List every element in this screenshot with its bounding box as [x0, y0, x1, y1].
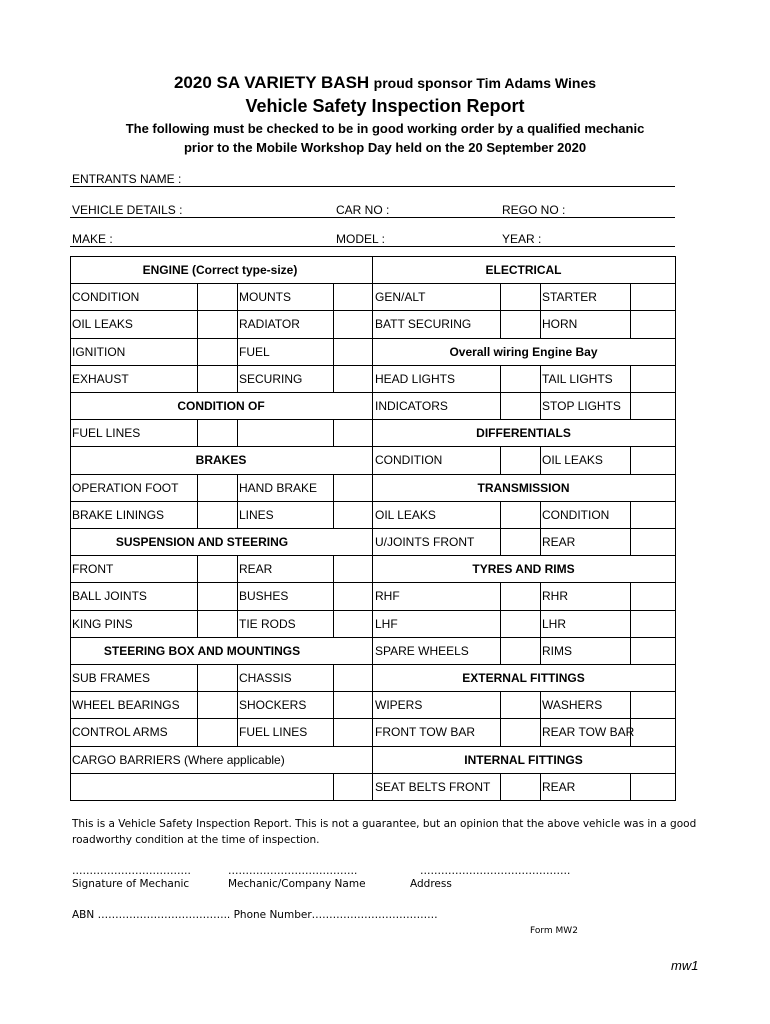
tyre-item-check-box[interactable]	[501, 611, 539, 636]
fuel-lines-check-box[interactable]	[198, 420, 236, 445]
left-col-line	[237, 419, 238, 446]
tyre-item-label: RHR	[542, 589, 568, 604]
engine-item-label: IGNITION	[72, 344, 126, 359]
right-row-line	[372, 664, 676, 665]
right-col-line	[540, 718, 541, 745]
suspension-item-label: TIE RODS	[239, 616, 296, 631]
external-item-check-box[interactable]	[501, 692, 539, 717]
tyre-item-check-box[interactable]	[631, 611, 674, 636]
steering-item-label: FUEL LINES	[239, 725, 308, 740]
brake-item-label: BRAKE LININGS	[72, 507, 165, 522]
right-row-line	[372, 338, 676, 339]
brake-item-label: LINES	[239, 507, 274, 522]
steering-item-label: CONTROL ARMS	[72, 725, 168, 740]
engine-check-box[interactable]	[198, 284, 236, 309]
differentials-header: DIFFERENTIALS	[476, 426, 571, 441]
left-col-line	[237, 691, 238, 718]
cargo-barriers-label: CARGO BARRIERS (Where applicable)	[72, 752, 285, 767]
engine-item-label: CONDITION	[72, 290, 140, 305]
abn-phone-line[interactable]: ABN ……………………………….. Phone Number………………………………	[72, 909, 438, 921]
suspension-steering-header: SUSPENSION AND STEERING	[115, 535, 289, 549]
right-row-line	[372, 555, 676, 556]
right-col-line	[540, 392, 541, 419]
fuel-lines-label: FUEL LINES	[72, 426, 141, 441]
suspension-item-label: BALL JOINTS	[72, 589, 147, 604]
external-item-check-box[interactable]	[631, 692, 674, 717]
brake-check-box[interactable]	[198, 475, 236, 500]
electrical-item-label: HORN	[542, 317, 578, 332]
suspension-check-box[interactable]	[198, 611, 236, 636]
internal-item-check-box[interactable]	[631, 774, 674, 799]
transmission-header: TRANSMISSION	[477, 480, 570, 495]
differential-item-check-box[interactable]	[501, 447, 539, 472]
sponsor-text: proud sponsor Tim Adams Wines	[373, 75, 597, 91]
electrical-item-label: STARTER	[542, 290, 597, 305]
suspension-check-box[interactable]	[334, 611, 371, 636]
signature-line[interactable]: …………………………….	[72, 865, 191, 877]
engine-item-label: EXHAUST	[72, 371, 129, 386]
differential-item-label: CONDITION	[375, 453, 443, 468]
tyre-item-label: RIMS	[542, 643, 572, 658]
engine-item-label: OIL LEAKS	[72, 317, 133, 332]
report-title: Vehicle Safety Inspection Report	[245, 96, 525, 116]
steering-check-box[interactable]	[334, 665, 371, 690]
right-col-line	[540, 283, 541, 310]
tyres-rims-header: TYRES AND RIMS	[472, 562, 575, 577]
suspension-check-box[interactable]	[334, 583, 371, 608]
external-item-label: WASHERS	[542, 698, 603, 713]
differential-item-check-box[interactable]	[631, 447, 674, 472]
left-row-line	[70, 637, 372, 638]
company-name-label: Mechanic/Company Name	[228, 878, 366, 890]
suspension-item-label: KING PINS	[72, 616, 133, 631]
transmission-item-label: REAR	[542, 535, 576, 549]
steering-box-header: STEERING BOX AND MOUNTINGS	[103, 643, 301, 658]
steering-item-label: SUB FRAMES	[72, 671, 151, 685]
disclaimer-line-2: roadworthy condition at the time of inspection.	[72, 834, 320, 846]
right-col-line	[540, 582, 541, 609]
right-row-line	[372, 746, 676, 747]
steering-item-label: SHOCKERS	[239, 698, 307, 713]
left-col-line	[237, 474, 238, 501]
right-col-line	[540, 773, 541, 800]
steering-check-box[interactable]	[334, 692, 371, 717]
right-col-line	[540, 637, 541, 664]
external-item-check-box[interactable]	[501, 719, 539, 744]
transmission-item-check-box[interactable]	[501, 529, 539, 554]
suspension-check-box[interactable]	[334, 556, 371, 581]
tyre-item-check-box[interactable]	[631, 638, 674, 663]
left-col-line	[237, 664, 238, 691]
engine-item-label: FUEL	[239, 344, 270, 359]
left-row-line	[70, 392, 372, 393]
engine-check-box[interactable]	[334, 366, 371, 391]
left-col-line	[237, 610, 238, 637]
year-label: YEAR :	[502, 232, 542, 246]
transmission-item-check-box[interactable]	[631, 529, 674, 554]
brake-check-box[interactable]	[198, 502, 236, 527]
left-row-line	[70, 773, 372, 774]
engine-check-box[interactable]	[198, 366, 236, 391]
transmission-item-check-box[interactable]	[631, 502, 674, 527]
electrical-item-label: GEN/ALT	[375, 290, 426, 305]
left-row-line	[70, 528, 372, 529]
suspension-check-box[interactable]	[198, 583, 236, 608]
form-code: mw1	[671, 958, 699, 973]
lights-item-label: HEAD LIGHTS	[375, 371, 456, 386]
external-item-check-box[interactable]	[631, 719, 674, 744]
electrical-item-check-box[interactable]	[501, 311, 539, 336]
electrical-item-check-box[interactable]	[631, 284, 674, 309]
left-col-line	[237, 718, 238, 745]
steering-item-label: WHEEL BEARINGS	[72, 698, 180, 713]
left-col-line	[237, 283, 238, 310]
steering-item-label: CHASSIS	[239, 671, 292, 685]
left-col-line	[237, 365, 238, 392]
table-bottom-border	[70, 800, 676, 801]
right-col-line	[540, 310, 541, 337]
electrical-header: ELECTRICAL	[485, 263, 562, 277]
internal-item-label: SEAT BELTS FRONT	[375, 779, 491, 794]
tyre-item-check-box[interactable]	[501, 638, 539, 663]
disclaimer-line-1: This is a Vehicle Safety Inspection Report. This is not a guarantee, but an opinion that the above vehicle was in a good	[72, 818, 697, 830]
brake-item-label: OPERATION FOOT	[72, 480, 179, 495]
internal-item-check-box[interactable]	[501, 774, 539, 799]
entrants-name-label: ENTRANTS NAME :	[72, 172, 182, 186]
left-col-line	[237, 338, 238, 365]
make-label: MAKE :	[72, 232, 113, 246]
right-col-line	[540, 610, 541, 637]
lights-item-label: INDICATORS	[375, 399, 448, 413]
external-fittings-header: EXTERNAL FITTINGS	[462, 671, 585, 685]
electrical-item-check-box[interactable]	[631, 311, 674, 336]
lights-item-check-box[interactable]	[501, 366, 539, 391]
vehicle-details-label: VEHICLE DETAILS :	[72, 203, 183, 217]
instruction-line-2: prior to the Mobile Workshop Day held on the 20 September 2020	[183, 140, 587, 155]
left-row-line	[70, 446, 372, 447]
left-col-line	[237, 582, 238, 609]
lights-item-label: TAIL LIGHTS	[542, 371, 613, 386]
tyre-item-label: SPARE WHEELS	[375, 643, 469, 658]
left-col-line	[333, 419, 334, 446]
engine-check-box[interactable]	[334, 311, 371, 336]
condition-of-header: CONDITION OF	[177, 399, 265, 413]
left-col-line	[237, 555, 238, 582]
right-col-line	[540, 691, 541, 718]
tyre-item-label: RHF	[375, 589, 400, 604]
right-col-line	[540, 446, 541, 473]
engine-check-box[interactable]	[198, 339, 236, 364]
table-top-border	[70, 256, 676, 257]
signature-label: Signature of Mechanic	[72, 878, 190, 890]
model-label: MODEL :	[336, 232, 385, 246]
internal-fittings-header: INTERNAL FITTINGS	[464, 752, 583, 767]
differential-item-label: OIL LEAKS	[542, 453, 603, 468]
right-row-line	[372, 474, 676, 475]
steering-check-box[interactable]	[198, 692, 236, 717]
transmission-item-label: CONDITION	[542, 507, 610, 522]
form-number: Form MW2	[530, 926, 578, 936]
engine-item-label: MOUNTS	[239, 290, 291, 305]
suspension-item-label: REAR	[239, 562, 273, 577]
lights-item-label: STOP LIGHTS	[542, 399, 621, 413]
right-col-line	[540, 528, 541, 555]
address-line[interactable]: …………………………………….	[420, 865, 571, 877]
engine-check-box[interactable]	[198, 311, 236, 336]
brake-item-label: HAND BRAKE	[239, 480, 318, 495]
right-col-line	[540, 501, 541, 528]
wiring-engine-bay-header: Overall wiring Engine Bay	[449, 344, 598, 359]
external-item-label: WIPERS	[375, 698, 423, 713]
tyre-item-check-box[interactable]	[631, 583, 674, 608]
steering-check-box[interactable]	[198, 665, 236, 690]
transmission-item-label: OIL LEAKS	[375, 507, 436, 522]
brake-check-box[interactable]	[334, 475, 371, 500]
brakes-header: BRAKES	[195, 453, 247, 468]
rego-no-label: REGO NO :	[502, 203, 566, 217]
transmission-item-check-box[interactable]	[501, 502, 539, 527]
tyre-item-label: LHF	[375, 616, 398, 631]
internal-item-label: REAR	[542, 779, 576, 794]
address-label: Address	[410, 878, 452, 890]
electrical-item-label: BATT SECURING	[375, 317, 472, 332]
lights-item-check-box[interactable]	[631, 393, 674, 418]
electrical-item-check-box[interactable]	[501, 284, 539, 309]
engine-header: ENGINE (Correct type-size)	[142, 263, 298, 277]
right-col-line	[540, 365, 541, 392]
brake-check-box[interactable]	[334, 502, 371, 527]
engine-item-label: RADIATOR	[239, 317, 300, 332]
engine-item-label: SECURING	[239, 371, 303, 386]
engine-check-box[interactable]	[334, 339, 371, 364]
car-no-label: CAR NO :	[336, 203, 390, 217]
suspension-item-label: BUSHES	[239, 589, 289, 604]
company-name-line[interactable]: ……………………………….	[228, 865, 358, 877]
steering-check-box[interactable]	[198, 719, 236, 744]
lights-item-check-box[interactable]	[501, 393, 539, 418]
steering-check-box[interactable]	[334, 719, 371, 744]
right-row-line	[372, 419, 676, 420]
event-name: 2020 SA VARIETY BASH	[173, 73, 370, 92]
engine-check-box[interactable]	[334, 284, 371, 309]
left-col-line	[237, 501, 238, 528]
external-item-label: FRONT TOW BAR	[375, 725, 476, 740]
transmission-item-label: U/JOINTS FRONT	[375, 535, 475, 549]
left-col-line	[237, 310, 238, 337]
suspension-check-box[interactable]	[198, 556, 236, 581]
external-item-label: REAR TOW BAR	[542, 725, 635, 740]
cargo-check-box[interactable]	[334, 774, 371, 799]
left-row-line	[70, 746, 372, 747]
lights-item-check-box[interactable]	[631, 366, 674, 391]
tyre-item-label: LHR	[542, 616, 567, 631]
tyre-item-check-box[interactable]	[501, 583, 539, 608]
instruction-line-1: The following must be checked to be in good working order by a qualified mechanic	[125, 121, 645, 136]
suspension-item-label: FRONT	[72, 562, 114, 577]
